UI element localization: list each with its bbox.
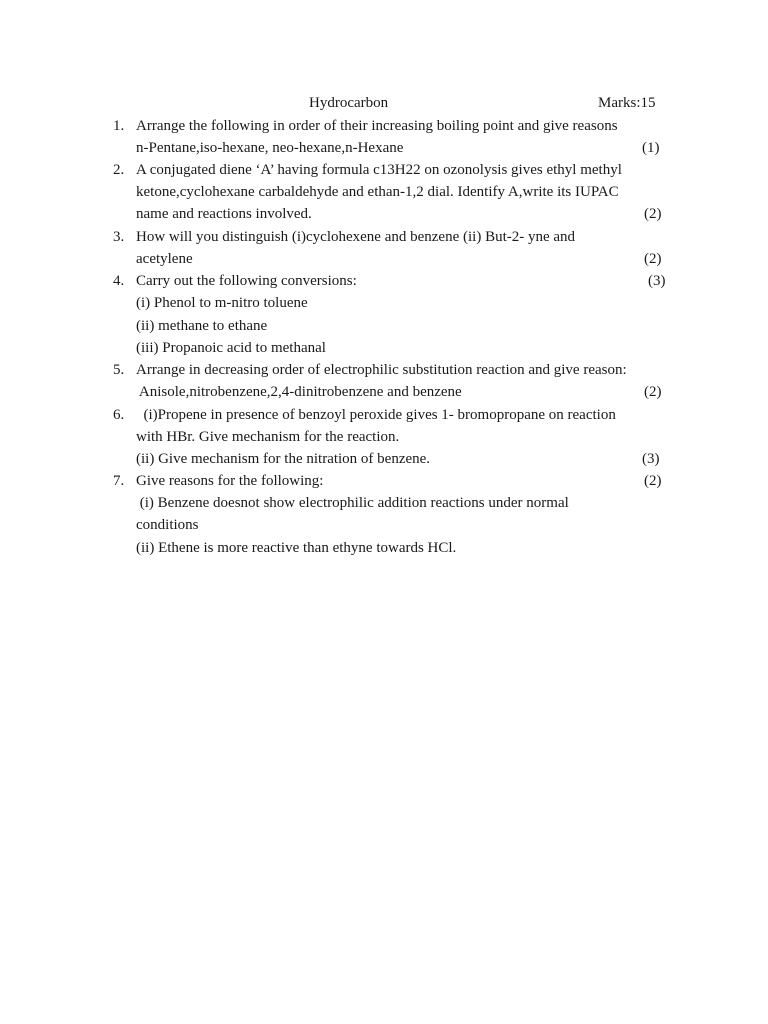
question-text-line: (iii) Propanoic acid to methanal (136, 340, 326, 356)
question-text-line: Arrange the following in order of their increasing boiling point and give reasons (136, 118, 618, 134)
question-number: 2. (113, 162, 125, 178)
question-marks: (2) (644, 473, 662, 489)
question-text-line: n-Pentane,iso-hexane, neo-hexane,n-Hexane (136, 140, 404, 156)
document-title: Hydrocarbon (309, 95, 389, 111)
question-text-line: (ii) Ethene is more reactive than ethyne towards HCl. (136, 540, 457, 556)
question-number: 6. (113, 407, 125, 423)
question-text-line: (i) Phenol to m-nitro toluene (136, 295, 308, 311)
question-text-line: (i) Benzene doesnot show electrophilic addition reactions under normal (136, 495, 569, 511)
question-text-line: (i)Propene in presence of benzoyl peroxide gives 1- bromopropane on reaction (136, 407, 616, 423)
question-marks: (3) (648, 273, 666, 289)
question-text-line: ketone,cyclohexane carbaldehyde and ethan-1,2 dial. Identify A,write its IUPAC (136, 184, 619, 200)
total-marks: Marks:15 (598, 95, 656, 111)
question-text-line: name and reactions involved. (136, 206, 312, 222)
question-text-line: Arrange in decreasing order of electrophilic substitution reaction and give reason: (136, 362, 627, 378)
question-text-line: Anisole,nitrobenzene,2,4-dinitrobenzene and benzene (136, 384, 462, 400)
question-number: 3. (113, 229, 125, 245)
question-text-line: How will you distinguish (i)cyclohexene and benzene (ii) But-2- yne and (136, 229, 576, 245)
question-marks: (2) (644, 384, 662, 400)
question-marks: (1) (642, 140, 660, 156)
question-text-line: conditions (136, 517, 199, 533)
question-number: 4. (113, 273, 125, 289)
question-text-line: Give reasons for the following: (136, 473, 324, 489)
question-number: 1. (113, 118, 125, 134)
question-marks: (3) (642, 451, 660, 467)
question-text-line: with HBr. Give mechanism for the reaction. (136, 429, 400, 445)
question-text-line: (ii) methane to ethane (136, 318, 268, 334)
question-text-line: A conjugated diene ‘A’ having formula c13H22 on ozonolysis gives ethyl methyl (136, 162, 622, 178)
question-text-line: (ii) Give mechanism for the nitration of benzene. (136, 451, 431, 467)
question-text-line: Carry out the following conversions: (136, 273, 357, 289)
question-marks: (2) (644, 251, 662, 267)
question-number: 7. (113, 473, 125, 489)
question-marks: (2) (644, 206, 662, 222)
question-text-line: acetylene (136, 251, 193, 267)
question-number: 5. (113, 362, 125, 378)
